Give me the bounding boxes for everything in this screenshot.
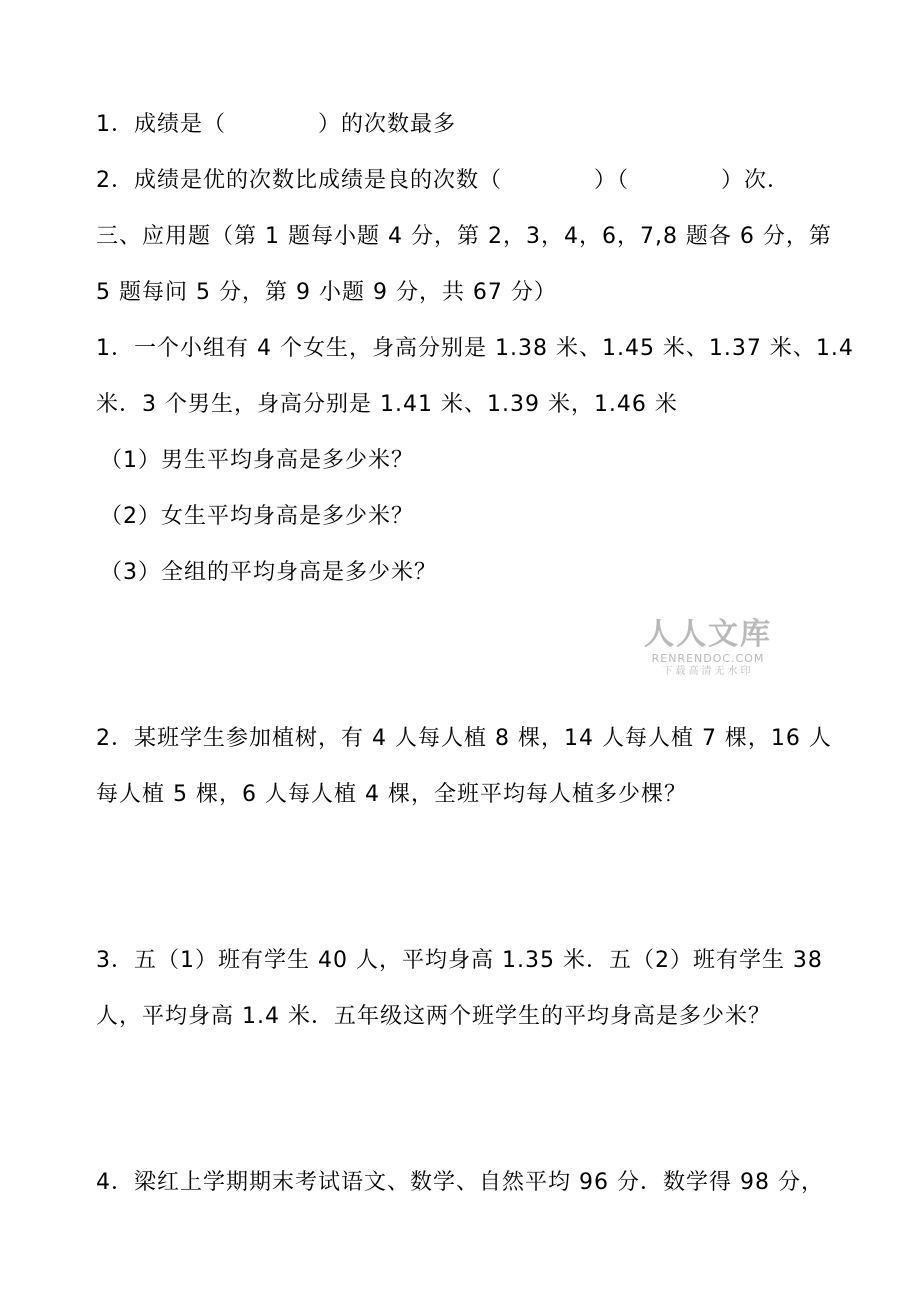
watermark-subtitle: 下载高清无水印 bbox=[662, 666, 754, 677]
watermark-title: 人人文库 bbox=[644, 617, 772, 652]
problem-1-sub-2: （2）女生平均身高是多少米？ bbox=[100, 504, 414, 529]
section-heading-line-2: 5 题每问 5 分，第 9 小题 9 分，共 67 分） bbox=[96, 280, 557, 305]
problem-1-sub-3: （3）全组的平均身高是多少米？ bbox=[100, 560, 437, 585]
problem-2-line-2: 每人植 5 棵，6 人每人植 4 棵，全班平均每人植多少棵？ bbox=[96, 782, 687, 807]
problem-1-line-2: 米．3 个男生，身高分别是 1.41 米、1.39 米，1.46 米 bbox=[96, 392, 678, 417]
problem-2-line-1: 2．某班学生参加植树，有 4 人每人植 8 棵，14 人每人植 7 棵，16 人 bbox=[96, 726, 832, 751]
watermark-logo bbox=[642, 618, 774, 678]
watermark-url: RENRENDOC.COM bbox=[651, 652, 765, 665]
question-line-2: 2．成绩是优的次数比成绩是良的次数（ ）（ ）次． bbox=[96, 168, 790, 193]
problem-3-line-1: 3．五（1）班有学生 40 人，平均身高 1.35 米．五（2）班有学生 38 bbox=[96, 948, 823, 973]
question-line-1: 1．成绩是（ ）的次数最多 bbox=[96, 112, 456, 137]
section-heading-line-1: 三、应用题（第 1 题每小题 4 分，第 2，3，4，6，7,8 题各 6 分，第 bbox=[96, 224, 832, 249]
problem-1-line-1: 1．一个小组有 4 个女生，身高分别是 1.38 米、1.45 米、1.37 米、1.4 bbox=[96, 336, 854, 361]
problem-4-line-1: 4．梁红上学期期末考试语文、数学、自然平均 96 分．数学得 98 分， bbox=[96, 1170, 824, 1195]
problem-3-line-2: 人，平均身高 1.4 米．五年级这两个班学生的平均身高是多少米？ bbox=[96, 1004, 771, 1029]
problem-1-sub-1: （1）男生平均身高是多少米？ bbox=[100, 448, 414, 473]
